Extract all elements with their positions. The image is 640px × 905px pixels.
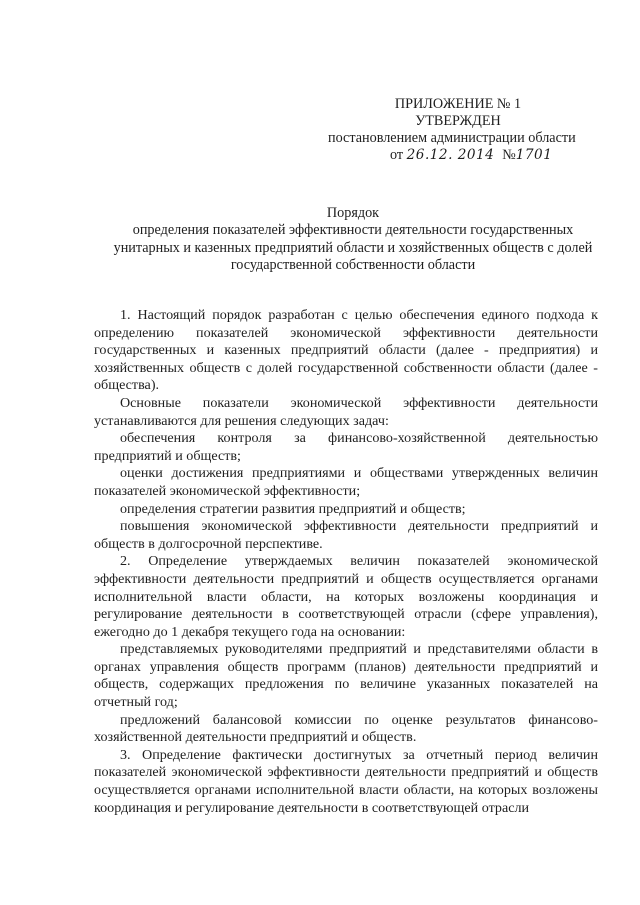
paragraph-9: предложений балансовой комиссии по оценке результатов финансово-хозяйственной деятельности предприятий и обществ. (94, 711, 598, 746)
paragraph-10: 3. Определение фактически достигнутых за отчетный период величин показателей экономической эффективности деятельности предприятий и обществ осуществляется органами исполнительной власти области, на которых возложены координация и регулирование деятельности в соответствующей отрасли (94, 746, 598, 816)
paragraph-1: 1. Настоящий порядок разработан с целью обеспечения единого подхода к определению показателей экономической эффективности деятельности государственных и казенных предприятий области (далее - предприятия) и хозяйственных обществ с долей государственной собственности области (далее - общества). (94, 307, 598, 394)
paragraph-8: представляемых руководителями предприятий и представителями области в органах управления обществ программ (планов) деятельности предприятий и обществ, содержащих предложения по величине указанных показателей на отчетный год; (94, 641, 598, 711)
approval-block (328, 96, 608, 164)
paragraph-3: обеспечения контроля за финансово-хозяйственной деятельностью предприятий и обществ; (94, 430, 598, 464)
paragraph-6: повышения экономической эффективности деятельности предприятий и обществ в долгосрочной перспективе. (94, 518, 598, 552)
paragraph-7: 2. Определение утверждаемых величин показателей экономической эффективности деятельности предприятий и обществ осуществляется органами исполнительной власти области, на которых возложены координация и регулирование деятельности в соответствующей отрасли (сфере управления), ежегодно до 1 декабря текущего года на основании: (94, 553, 598, 640)
appendix-label: ПРИЛОЖЕНИЕ № 1 (394, 96, 522, 112)
decree-reference: постановлением администрации области (328, 130, 576, 146)
document-title (108, 205, 598, 275)
number-label: № (502, 147, 516, 163)
approved-label: УТВЕРЖДЕН (415, 113, 501, 129)
paragraph-2: Основные показатели экономической эффективности деятельности устанавливаются для решения следующих задач: (94, 394, 598, 429)
paragraph-5: определения стратегии развития предприятий и обществ; (120, 500, 466, 517)
title-subtitle: определения показателей эффективности деятельности государственных унитарных и казенных предприятий области и хозяйственных обществ с долей государственной собственности области (113, 222, 593, 274)
date-prefix: от (390, 147, 404, 163)
date-line (328, 147, 608, 164)
paragraph-4: оценки достижения предприятиями и обществами утвержденных величин показателей экономической эффективности; (94, 465, 598, 499)
title-heading: Порядок (326, 205, 380, 221)
handwritten-number: 1701 (515, 147, 553, 163)
handwritten-date: 26.12. 2014 (406, 147, 495, 163)
document-body (94, 307, 598, 817)
